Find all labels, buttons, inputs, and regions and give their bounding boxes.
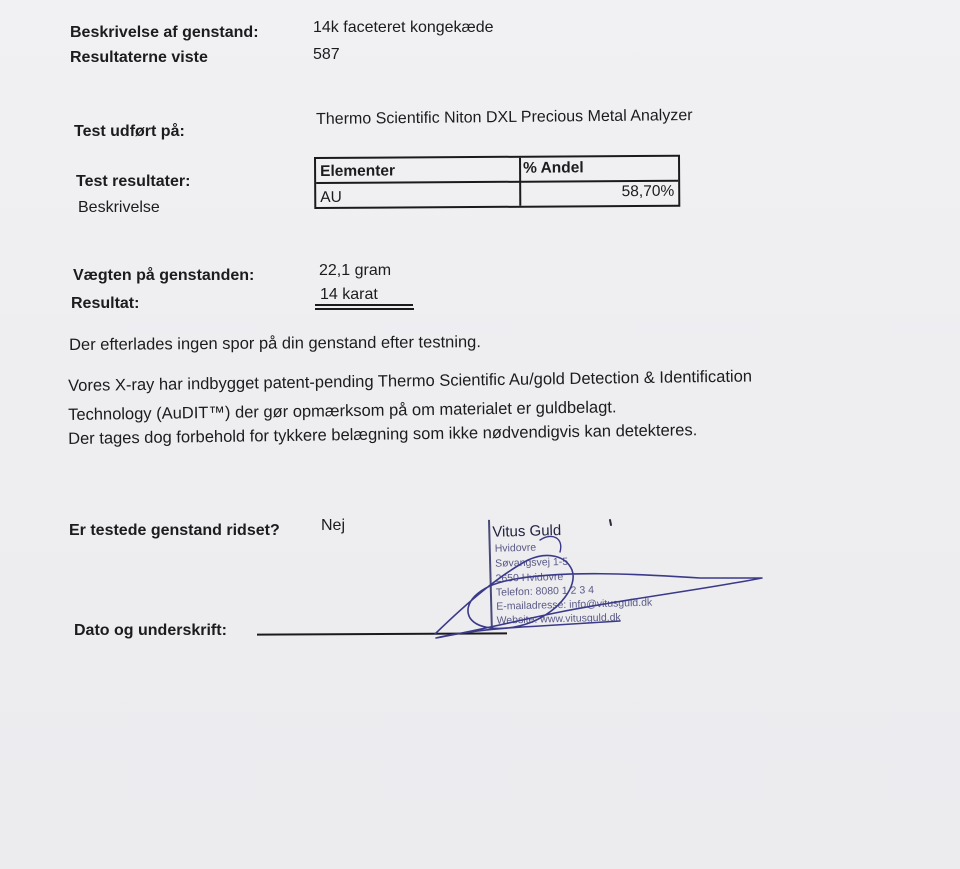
results-label: Resultaterne viste	[70, 49, 208, 66]
table-header-elements: Elementer	[320, 162, 396, 180]
test-results-sublabel: Beskrivelse	[78, 199, 160, 216]
table-header-share: % Andel	[523, 159, 584, 177]
audit-paragraph-line-1: Vores X-ray har indbygget patent-pending Thermo Scientific Au/gold Detection & Identification	[68, 367, 753, 395]
scratched-value: Nej	[321, 517, 346, 534]
signature-label: Dato og underskrift:	[74, 622, 227, 639]
description-label: Beskrivelse af genstand:	[70, 24, 259, 41]
table-cell-share: 58,70%	[621, 182, 675, 201]
test-performed-label: Test udført på:	[74, 123, 185, 140]
weight-value: 22,1 gram	[319, 262, 392, 279]
test-performed-value: Thermo Scientific Niton DXL Precious Metal Analyzer	[316, 107, 693, 128]
stamp-email: E-mailadresse: info@vitusguld.dk	[496, 596, 653, 613]
test-results-label: Test resultater:	[76, 173, 191, 190]
result-label: Resultat:	[71, 295, 140, 312]
no-trace-statement: Der efterlades ingen spor på din genstand efter testning.	[69, 333, 481, 354]
stamp-city: Hvidovre	[494, 541, 537, 555]
description-value: 14k faceteret kongekæde	[313, 19, 494, 36]
stamp-postcode: 2650 Hvidovre	[495, 570, 564, 585]
audit-paragraph-line-2: Technology (AuDIT™) der gør opmærksom på om materialet er guldbelagt.	[68, 398, 617, 424]
result-value: 14 karat	[320, 286, 378, 303]
stamp-street: Søvangsvej 1-5	[494, 555, 569, 570]
scratched-label: Er testede genstand ridset?	[69, 522, 280, 539]
stamp-phone: Telefon: 8080 1 2 3 4	[495, 584, 595, 599]
weight-label: Vægten på genstanden:	[73, 267, 255, 284]
audit-paragraph-line-3: Der tages dog forbehold for tykkere belægning som ikke nødvendigvis kan detekteres.	[68, 421, 698, 448]
table-cell-element: AU	[320, 188, 342, 206]
results-value: 587	[313, 46, 340, 63]
stamp-company-name: Vitus Guld	[492, 521, 562, 541]
stamp-website: Website: www.vitusguld.dk	[496, 611, 621, 627]
